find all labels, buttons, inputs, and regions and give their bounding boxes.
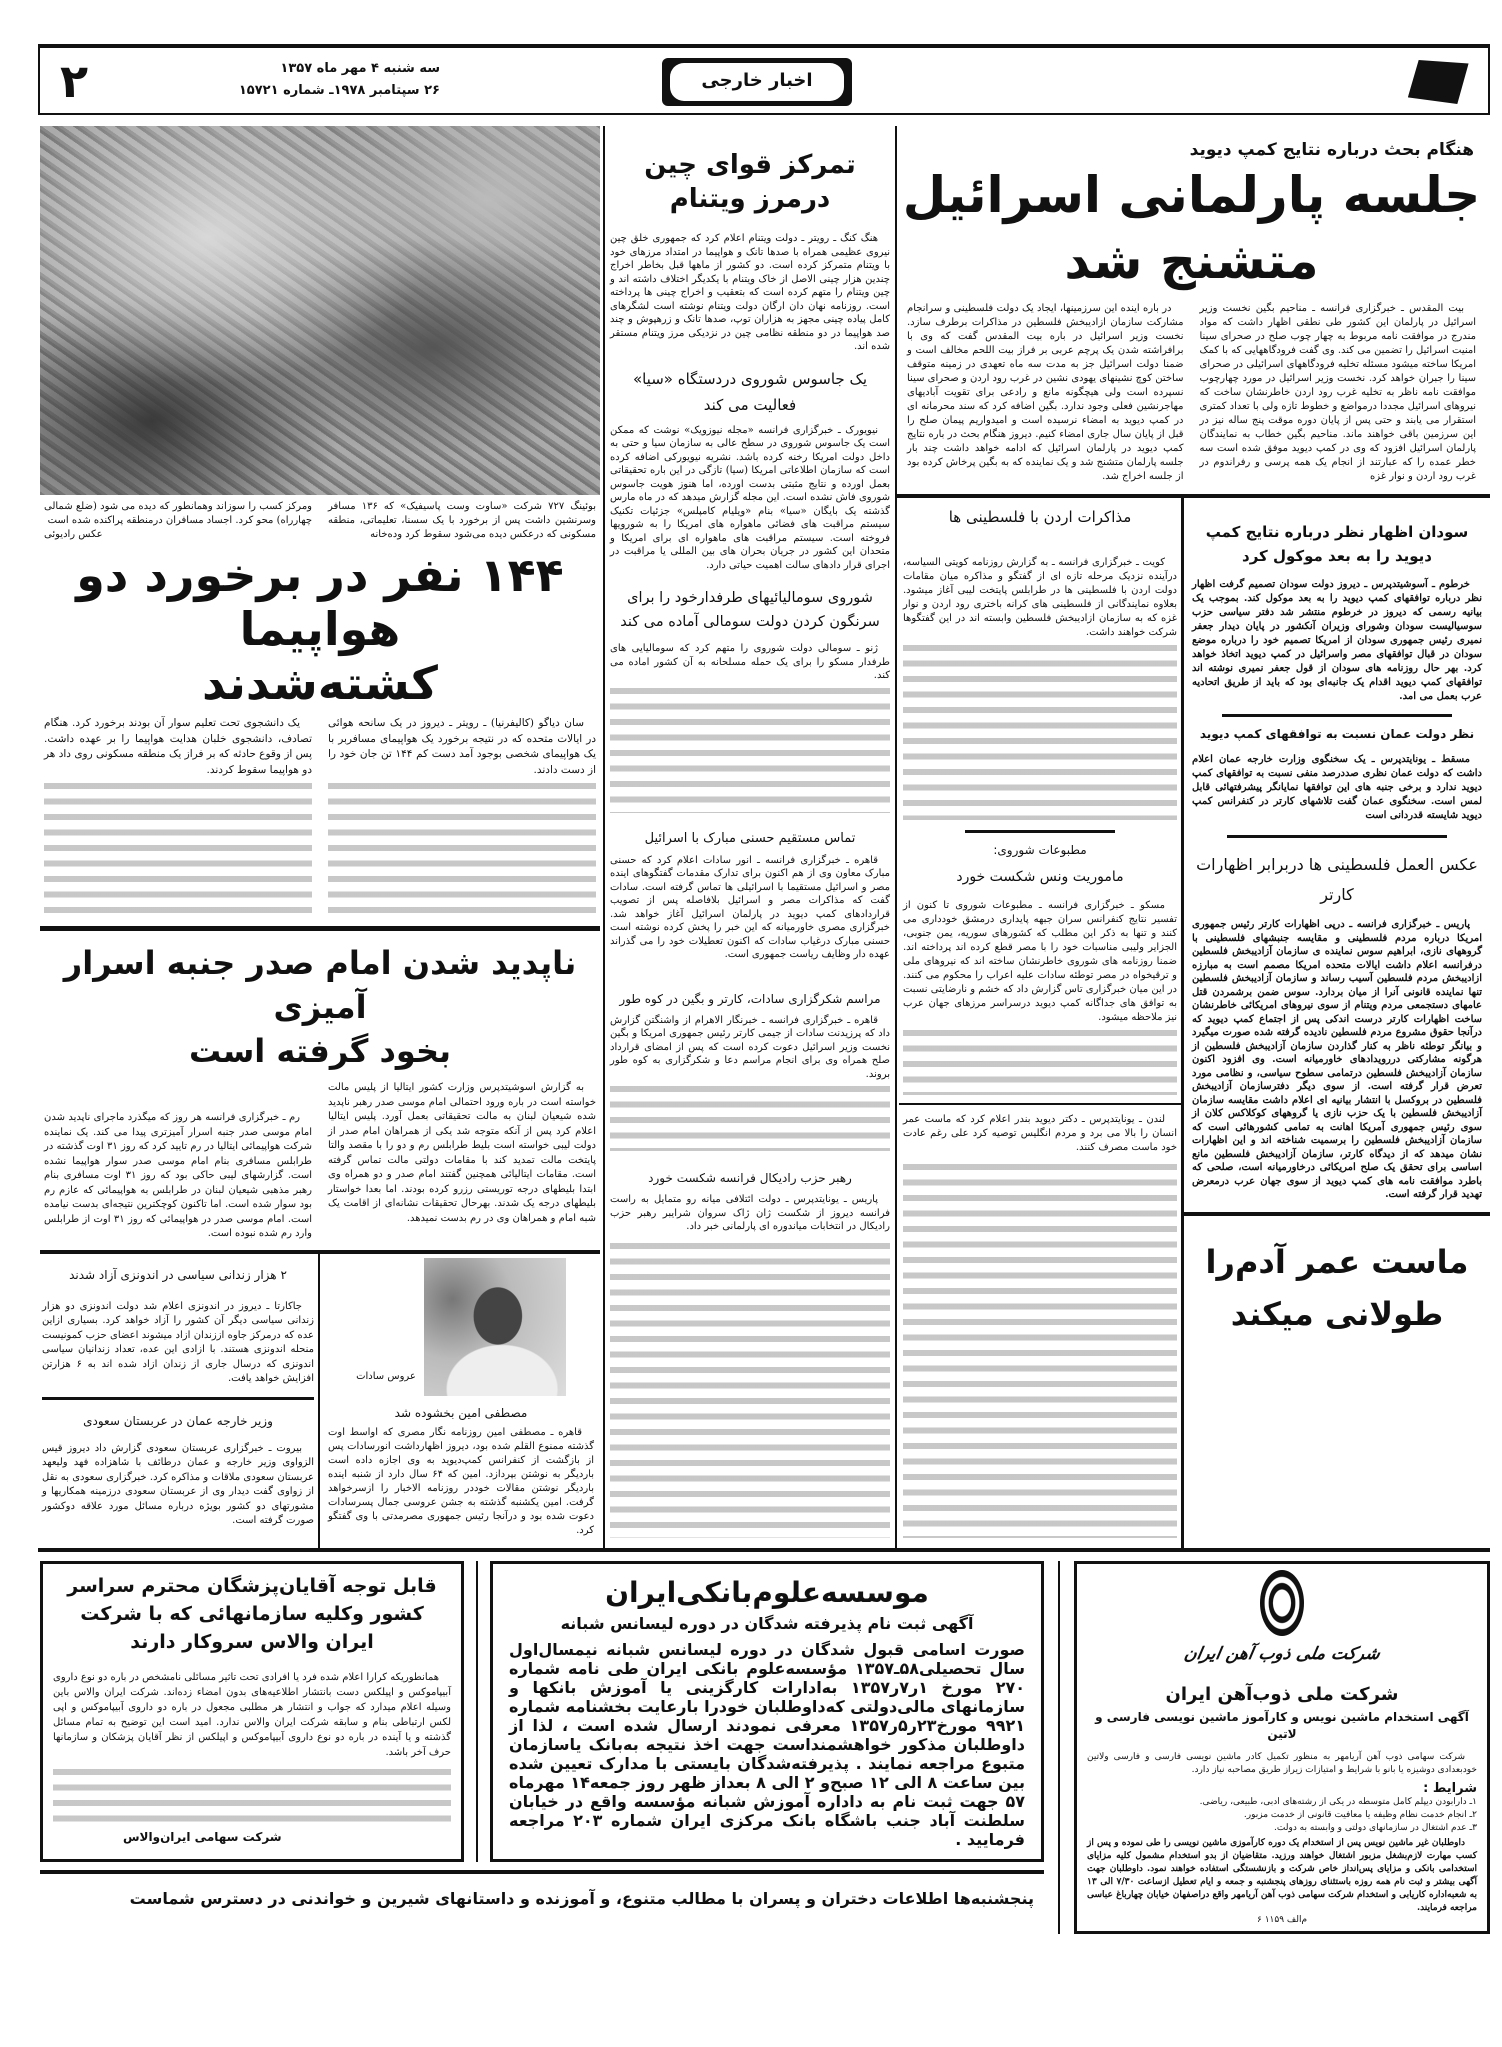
sadr-headline-line-1: ناپدید شدن امام صدر جنبه اسرار آمیزی	[63, 944, 577, 1026]
somalia-body: ژنو ـ سومالی دولت شوروی را متهم کرد که سومالیایی های طرفدار مسکو را برای یک حمله مسلحانه به آن کشور اماده می کند.	[610, 643, 890, 681]
ad-pharma-body: همانطوریکه کرارا اعلام شده فرد یا افرادی تحت تاثیر مسائلی نامشخص در باره دو نوع داروی آبیپاموکس و اپیلکس دست بانتشار اطلاعیه‌های بدون امضاء زده‌اند. شرکت ایران والاس باین وسیله اعلام میدارد که جواب و انتشار هر مطلبی مجعول در باره دو داروی آبیپاموکس و اپی لکس ارتباطی بنام و سابقه شرکت ایران والاس ندارد. امید است این توضیح به تمام مسائل گذشته و یا آینده در باره دو نوع داروی آبیپاموکس و اپیلکس از نظر آقایان پزشکان و سازمانها حرف آخر باشد.	[53, 1671, 451, 1758]
crash-headline	[40, 548, 600, 710]
sadr-body-2: رم ـ خبرگزاری فرانسه هر روز که میگذرد ماجرای ناپدید شدن امام موسی صدر جنبه اسرار آمیزتری پیدا می کند. یک نماینده شرکت هواپیمائی ایتالیا در رم تایید کرد که روز ۳۱ اوت گذشته در طرابلس مسافری بنام امام موسی صدر سوار هواپیما نشده است. گزارشهای لیبی حاکی بود که روز ۳۱ اوت مسافری بنام رهبر مذهبی شیعیان لبنان در طرابلس به هواپیمائی که عازم رم بود سوار شده است. اما تاکنون کوچکترین نتیجه‌ای بدست نیامده است. امام موسی صدر در هواپیمائی که روز ۳۱ اوت از طرابلس وارد رم شده نبوده است.	[44, 1112, 313, 1239]
ad-pharma-headline: قابل توجه آقایان‌پزشگان محترم سراسر کشور وکلیه سازمانهائی که با شرکت ایران والاس سروکار دارند	[67, 1574, 437, 1653]
oman-fm-headline: وزیر خارجه عمان در عربستان سعودی	[83, 1413, 273, 1428]
china-body: هنگ کنگ ـ رویتر ـ دولت ویتنام اعلام کرد که جمهوری خلق چین نیروی عظیمی همراه با صدها تانک و هواپیما در امتداد مرزهای خود با ویتنام متمرکز کرده است. دو کشور از ماهها قبل بخاطر اخراج چندین هزار چینی الاصل از خاک ویتنام با یکدیگر اختلاف داشته اند و چین ویتنام را متهم کرده است که بتعقیب و اخراج چینی ها پرداخته است. روزنامه نهان دان ارگان دولت ویتنام نوشته است لشگرهای کامل پیاده چینی مجهز به هزاران توپ، صدها تانک و زرهپوش و چند صد هواپیما در دو منطقه نظامی چین در نزدیکی مرز ویتنام مستقر شده اند.	[610, 233, 890, 352]
sudan-body: خرطوم ـ آسوشیتدپرس ـ دیروز دولت سودان تصمیم گرفت اظهار نظر درباره توافقهای کمپ دیوید را به بعد موکول کند. بموجب یک بیانیه رسمی که دیروز در خرطوم منتشر شد دفتر سیاسی حزب سوسیالیست سودان وشورای وزیران آنکشور در پایان دیدار جعفر نمیری رئیس جمهوری سودان از امریکا تصمیم خود را درباره موضع سودان در قبال توافقهای مصر واسرائیل در کمپ دیوید اتخاذ خواهد کرد. بهر حال روزنامه های سودان از قول جعفر نمیری نوشته اند توافقهای کمپ دیوید اقدام یک جانبه‌ای بود که باید از طریق اتحادیه عرب بعمل می امد.	[1192, 579, 1482, 702]
israel-article	[897, 126, 1490, 494]
palestinian-headline: عکس العمل فلسطینی ها دربرابر اظهارات کارتر	[1196, 855, 1478, 904]
steel-emblem	[1260, 1570, 1304, 1636]
crash-article	[40, 710, 600, 926]
israel-kicker: هنگام بحث درباره نتایج کمپ دیوید	[1189, 140, 1474, 160]
jordan-headline: مذاکرات اردن با فلسطینی ها	[948, 508, 1132, 526]
issue-date	[190, 58, 440, 102]
amin-article	[318, 1254, 600, 1548]
ad-steel-intro: شرکت سهامی ذوب آهن آریامهر به منظور تکمیل کادر ماشین نویسی فارسی و فارسی ولاتین خودبعدادی دوشیزه یا بانو با شرایط و امتیازات زیراز طریق مصاحبه نیاز دارد.	[1087, 1751, 1477, 1775]
yogurt-headline-line-2: طولانی میکند	[1230, 1294, 1444, 1333]
steel-logo-script: شرکت ملی ذوب آهن ایران	[1182, 1643, 1382, 1664]
oman-fm-article	[42, 1400, 314, 1529]
sadr-headline-line-2: بخود گرفته است	[188, 1032, 452, 1070]
ad-bank-title: موسسه‌علوم‌بانکی‌ایران	[605, 1575, 929, 1609]
indonesia-article	[42, 1254, 314, 1400]
masthead	[38, 44, 1490, 115]
crash-aerial-photo	[40, 126, 600, 495]
page-number: ۲	[60, 54, 89, 108]
ad-steel-ref: م‌الف ۱۱۵۹ ۶	[1256, 1914, 1308, 1925]
column-3	[897, 498, 1181, 1548]
indonesia-headline: ۲ هزار زندانی سیاسی در اندونزی آزاد شدند	[69, 1267, 287, 1282]
indonesia-body: جاکارتا ـ دیروز در اندونزی اعلام شد دولت اندونزی دو هزار زندانی سیاسی دیگر آن کشور را آزاد خواهد کرد. بسیاری ازاین عده که درمرکز جاوه اززندان ازاد میشوند اعضای حزب کمونیست منحله اندونزی هستند. با ازادی این عده، تعداد زندانیان سیاسی اندونزی که درسال جاری از زندان ازاد شده اند به ۶ هزارتن افزایش خواهد یافت.	[42, 1300, 314, 1384]
date-persian: سه شنبه ۴ مهر ماه ۱۳۵۷	[280, 61, 440, 76]
oman-body: مسقط ـ یونایتدپرس ـ یک سخنگوی وزارت خارجه عمان اعلام داشت که دولت عمان نظری صددرصد منفی نسبت به توافقهای کمپ دیوید ندارد و برخی جنبه های این توافقها نمایانگر پیشرفتهائی قابل لمس است. سخنگوی عمان گفت تلاشهای کارتر در کنفرانس کمپ دیوید شایسته قدردانی است	[1192, 754, 1482, 821]
jordan-body: کویت ـ خبرگزاری فرانسه ـ به گزارش روزنامه کویتی السیاسه، درآینده نزدیک مرحله تازه ای از گفتگو و مذاکره میان مقامات دولت اردن با فلسطینی ها در طرابلس پایتخت لیبی آغاز میشود. بعلاوه نمایندگانی از فلسطینی های کرانه باختری رود اردن و نوار غزه که به سازمان ازادیبخش فلسطین وابسته اند در این گفتگوها شرکت خواهند داشت.	[903, 557, 1177, 638]
left-block	[38, 126, 603, 1548]
ad-bank-body: صورت اسامی قبول شدگان در دوره لیسانس شبانه نیمسال‌اول سال تحصیلی۵۸ـ۱۳۵۷ مؤسسه‌علوم بانکی ایران طی نامه شماره ۲۷۰ مورخ ۱ر۷ر۱۳۵۷ به‌ادارات کارگزینی یا آموزش بانکها و سازمانهای مالی‌دولتی که‌داوطلبان خودرا بارعایت بخشنامه شماره ۹۹۲۱ مورخ۲۳ر۵ر۱۳۵۷ معرفی نمودند ارسال شده است ، لذا از داوطلبان مذکور خواهشمنداست جهت اخذ نتیجه به‌بانک یاسازمان متبوع مراجعه نمایند . پذیرفته‌شدگان بایستی با مدارک تعیین شده بین ساعت ۸ الی ۱۲ صبح‌و ۲ الی ۸ بعداز ظهر روز جمعه۱۴ مهرماه ۵۷ جهت ثبت نام به داداره آموزش شبانه مؤسسه واقع در خیابان سلطنت آباد جنب باشگاه بانک مرکزی ایران شماره ۲۰۳ مراجعه فرمایید .	[509, 1639, 1026, 1849]
bride-photo-caption: عروس سادات	[356, 1370, 416, 1382]
column-4-box	[1184, 498, 1490, 1216]
section-label-box	[662, 58, 852, 106]
column-4	[1181, 498, 1490, 1548]
section-label: اخبار خارجی	[670, 63, 844, 101]
ad-steel-conditions-label: شرایط :	[1423, 1780, 1477, 1796]
amin-body: قاهره ـ مصطفی امین روزنامه نگار مصری که اواسط اوت گذشته ممنوع القلم شده بود، دیروز اظهارداشت انورسادات پس از بازگشت از کنفرانس کمپ‌دیوید به وی اجازه داده است باردیگر به نوشتن بپردازد. امین که ۶۴ سال دارد از شنبه اینده باردیگر نوشتن مقالات خوددر روزنامه الاخبار را ازسرخواهد گرفت. امین یکشنبه گذشته به جشن عروسی جمال پسرسادات دعوت شده بود و درآنجا رئیس جمهوری مصرمدتی با وی گفتگو کرد.	[328, 1426, 594, 1536]
section-divider	[40, 926, 600, 931]
caption-part-2: ومرکز کسب را سوزاند وهمانطور که دیده می شود (ضلع شمالی چهارراه) محو کرد. اجساد مسافران درمنطقه پراکنده شده است	[44, 501, 312, 526]
thursday-banner: پنجشنبه‌ها اطلاعات دختران و پسران با مطالب متنوع، و آموزنده و داستانهای شیرین و خواندنی در دسترس شماست	[129, 1888, 1034, 1908]
bride-photo	[424, 1258, 566, 1396]
vance-body: مسکو ـ خبرگزاری فرانسه ـ مطبوعات شوروی تا کنون از تفسیر نتایج کنفرانس سران جبهه پایداری درمشق خودداری می کنند و تنها به ذکر این مطلب که کشورهای سوریه، یمن جنوبی، الجزایر ولیبی مناسبات خود را با مصر قطع کرده اند پرداخته اند. ضمنا روزنامه های شوروی خاطرنشان ساخته اند که نیروهای ملی و ترقیخواه در مصر توطئه سادات علیه اعراب را محکوم می کنند. در این میان خبرگزاری تاس گزارش داد که خشم و نارضایتی نسبت به توافق های جداگانه کمپ دیوید درسراسر مرزهای جهان عرب نیز ملاحظه میشود.	[902, 900, 1177, 1023]
newspaper-logo	[1407, 60, 1469, 104]
sadr-headline	[40, 941, 600, 1073]
palestinian-body: پاریس ـ خبرگزاری فرانسه ـ درپی اظهارات کارتر رئیس جمهوری امریکا درباره مردم فلسطینی و مقایسه جنبشهای فلسطینی با گروههای نازی، ابراهیم سوس نماینده ی سازمان آزادیبخش فلسطین درفرانسه اعلام داشت ایالات متحده امریکا مصمم است به مبارزه ازادیبخش مردم فلسطین آسیب رساند و سازمان آزادیبخش فلسطین تنها نماینده قانونی آنرا از میان بردارد. سوس ضمن برشمردن قتل عامهای دستجمعی مردم ویتنام از سوی نیروهای امریکائی خاطرنشان ساخت اظهارات کارتر درست اندکی پس از اجتماع کمپ دیوید که درآنجا حقوق مشروع مردم فلسطین نادیده گرفته شده صورت میگیرد و بیانگر توطئه ناظر به کنار گذاردن سازمان آزادیبخش فلسطین از هرگونه مشارکتی دررویدادهای خاورمیانه است. وی افزود اکنون سازمان آزادیبخش فلسطین درتمامی سطوح سیاسی، و نظامی مورد تعرض قرار گرفته است. از سوی دیگر دفترسازمان آزادیبخش فلسطین در بروکسل با انتشار بیانیه ای اعلام داشت مقایسه سازمان آزادیبخش فلسطین با یک حزب نازی یا گروههای کوکلاکس کلان از سوی رئیس جمهوری آمریکا اهانت به تمامی کشورهائی است که سازمان آزادیبخش فلسطین را برسمیت شناخته اند و این اظهارات نشان میدهد که از دیدگاه کارتر، سازمان آزادیبخش فلسطین مانع اساسی برای تحقق یک صلح امریکائی درخاورمیانه است، صلحی که باطرد موافقت نامه های کمپ دیوید از سوی جهان عرب درمعرض تهدید قرار گرفته است.	[1192, 919, 1482, 1200]
ceremony-headline: مراسم شکرگزاری سادات، کارتر و بگین در کوه طور	[619, 991, 881, 1006]
ceremony-body: قاهره ـ خبرگزاری فرانسه ـ خبرنگار الاهرام از واشنگتن گزارش داد که پرزیدنت سادات از جیمی کارتر رئیس جمهوری امریکا و بگین نخست وزیر اسرائیل دعوت کرده است که پس از امضای قرارداد صلح همراه وی برای انجام مراسم دعا و شکرگزاری به کوه طور بروند.	[610, 1014, 890, 1080]
yogurt-body: لندن ـ یونایتدپرس ـ دکتر دیوید بندر اعلام کرد که ماست عمر انسان را بالا می برد و مردم انگلیس توصیه کرد علی رغم عادت خود ماست مصرف کنند.	[903, 1114, 1177, 1153]
ad-iran-wallace	[40, 1561, 464, 1862]
mubarak-headline: تماس مستقیم حسنی مبارک با اسرائیل	[644, 830, 856, 846]
column-2	[603, 126, 897, 1548]
crash-body-2: یک دانشجوی تحت تعلیم سوار آن بودند برخورد کرد. هنگام تصادف، دانشجوی خلبان هدایت هواپیما را بر عهده داشت. پس از وقوع حادثه که بر فراز یک منطقه مسکونی روی داد هر دو هواپیما سقوط کردند.	[44, 717, 312, 776]
spy-headline: یک جاسوس شوروی دردستگاه «سیا» فعالیت می کند	[632, 369, 868, 414]
condition-item: ۳ـ عدم اشتغال در سازمانهای دولتی و وابسته به دولت.	[1274, 1822, 1477, 1833]
photo-caption	[40, 495, 600, 542]
ads-area	[38, 1552, 1490, 1934]
oman-fm-body: بیروت ـ خبرگزاری عربستان سعودی گزارش داد دیروز قیس الزواوی وزیر خارجه و عمان درطائف با شاهزاده فهد ولیعهد عربستان سعودی ملاقات و مذاکره کرد. خبرگزاری سعودی به نقل از زواوی گفت دیدار وی از عربستان سعودی درزمینه همکاریها و مشورتهای دو کشور بویژه درباره مسائل مورد علاقه دوکشور صورت گرفته است.	[42, 1442, 314, 1526]
yogurt-headline-line-1: ماست عمر آدم‌را	[1205, 1242, 1469, 1281]
israel-body-2: در باره اینده این سرزمینها، ایجاد یک دولت فلسطینی و سرانجام مشارکت سازمان ازادیبخش فلسطین در مذاکرات برطرف سازد. نخست وزیر اسرائیل در باره بیت المقدس گفت که وی با برافراشته شدن یک پرچم عربی بر فراز بیت اللحم مخالف است و ضمنا دولت اسرائیل جز به مدت سه ماه تعهدی در زمینه متوقف ساختن کوچ نشینهای یهودی نشین در غرب رود اردن و صحرای سینا نسپرده است ولی هیچگونه مانع و رادعی برای تقویت آبادیهای مهاجرنشین فعلی وجود ندارد. بگین اضافه کرد که سند محرمانه ای در کمپ دیوید به امضاء نرسیده است و امیدواریم پیمان صلح را قبل از پایان سال جاری امضاء کنیم. دیروز هنگام بحث در باره نتایج کمپ دیوید در پارلمان اسرائیل که ادامه خواهد داشت چند بار جلسه پارلمان متشنج شد و یک نماینده که به بگین پرخاش کرده بود از جلسه اخراج شد.	[907, 303, 1184, 482]
vance-kicker: مطبوعات شوروی:	[993, 843, 1087, 857]
crash-body-1: سان دیاگو (کالیفرنیا) ـ رویتر ـ دیروز در یک سانحه هوائی در ایالات متحده که در نتیجه برخورد یک هواپیمای مسافربر با یک هواپیمای شخصی بوجود آمد دست کم ۱۴۴ تن جان خود را از دست دادند.	[328, 717, 596, 776]
sadr-article	[40, 1081, 600, 1250]
sadr-body-1: به گزارش اسوشیتدپرس وزارت کشور ایتالیا از پلیس مالت خواسته است در باره ورود احتمالی امام موسی صدر رهبر ناپدید شده شیعیان لبنان به مالت تحقیقاتی بعمل آورد. پلیس ایتالیا اعلام کرد پس از آنکه متوجه شد یکی از همراهان امام صدر از دولت لیبی خواسته است بلیط طرابلس رم و دو را با مقصد والتا پایتخت مالت تمدید کند با مقامات دولتی مالت تماس گرفته است. مقامات ایتالیائی همچنین گفتند امام صدر و دو همراه وی ابتدا بلیطهای درجه توریستی رزرو کرده بودند. اما بعدا خواستار بلیطهای درجه یک شدند. بهرحال تحقیقات نشانه‌ای از اقامت یک شبه امام و همراهان وی در رم بدست نمیدهد.	[328, 1082, 596, 1224]
right-block	[897, 126, 1490, 1548]
condition-item: ۲ـ انجام خدمت نظام وظیفه یا معافیت قانونی از خدمت مزبور.	[1243, 1809, 1477, 1820]
ad-steel-subtitle: آگهی استخدام ماشین نویس و کارآموز ماشین نویسی فارسی و لاتین	[1095, 1709, 1469, 1741]
israel-headline-line-2: متشنج شد	[1064, 232, 1319, 290]
vance-headline: ماموریت ونس شکست خورد	[956, 869, 1124, 885]
oman-headline: نظر دولت عمان نسبت به توافقهای کمپ دیوید	[1199, 727, 1475, 741]
ad-steel-company	[1074, 1561, 1490, 1934]
ad-steel-title: شرکت ملی ذوب‌آهن ایران	[1165, 1683, 1399, 1705]
caption-part-1: بوئینگ ۷۲۷ شرکت «ساوت وست پاسیفیک» که ۱۳۶ مسافر وسرنشین داشت پس از برخورد با یک سسنا، تعلیماتی، منطقه مسکونی که درعکس دیده می‌شود سقوط کرد وده‌خانه	[328, 501, 596, 540]
israel-headline-line-1: جلسه پارلمانی اسرائیل	[902, 166, 1481, 224]
radical-headline: رهبر حزب رادیکال فرانسه شکست خورد	[648, 1171, 852, 1185]
ad-pharma-signature: شرکت سهامی ایران‌والاس	[123, 1829, 282, 1844]
radical-body: پاریس ـ یونایتدپرس ـ دولت ائتلافی میانه رو متمایل به راست فرانسه دیروز از شکست ژان ژاک سروان شرایبر رهبر حزب رادیکال در انتخابات میاندوره ای پارلمانی خبر داد.	[610, 1194, 890, 1232]
somalia-headline: شوروی سومالیائیهای طرفدارخود را برای سرنگون کردن دولت سومالی آماده می کند	[620, 590, 880, 630]
sudan-headline: سودان اظهار نظر درباره نتایج کمپ دیوید را به بعد موکول کرد	[1205, 523, 1469, 565]
photo-credit: عکس رادیوئی	[44, 529, 103, 540]
china-headline: تمرکز قوای چین درمرز ویتنام	[644, 150, 856, 214]
ad-bank-subtitle: آگهی ثبت نام پذیرفته شدگان در دوره لیسانس شبانه	[560, 1613, 974, 1633]
yogurt-headline	[1184, 1216, 1490, 1360]
israel-headline	[897, 162, 1486, 294]
mubarak-body: قاهره ـ خبرگزاری فرانسه ـ انور سادات اعلام کرد که حسنی مبارک معاون وی از هم اکنون برای تدارک مقدمات گفتگوهای اینده مصر و اسرائیل مستقیما با اسرائیلی ها تماس گرفته است. سادات گفت که مذاکرات مصر و اسرائیل بلافاصله پس از تصویب قراردادهای کمپ دیوید در پارلمان اسرائیل آغاز خواهد شد. خبرگزاری مصری خاورمیانه که این خبر را پخش کرده نوشته است حسنی مبارک درغیاب سادات که اکنون تعطیلات خود را می گذراند عهده دار وظایف ریاست جمهوری است.	[610, 854, 890, 960]
spy-body: نیویورک ـ خبرگزاری فرانسه «مجله نیوزویک» نوشت که ممکن است یک جاسوس شوروی در سطح عالی به سازمان سیا و حتی به داخل دولت امریکا رخنه کرده باشد. نشریه نیویورکی اضافه کرده است که سازمان اطلاعاتی امریکا (سیا) تازگی در این باره تحقیقاتی بعمل اورده و نتایج مثبتی بدست اورده، اما هنوز هویت جاسوس شوروی فاش نشده است. این مجله گزارش میدهد که در ماه مارس گذشته یک بایگان «سیا» بنام «ویلیام کامپلس» جزئیات تکنیک سیستم مراقبت های فضائی ماهواره های امریکا را به شورویها فروخته است. سیستم مراقبت های ماهواره ای برای امریکا و متحدان این کشور در جریان بحران های بین المللی یا مراقبت در اجرای قرار دادهای سالت اهمیت حیاتی دارد.	[610, 424, 890, 571]
condition-item: ۱ـ دارابودن دیپلم کامل متوسطه در یکی از رشته‌های ادبی، طبیعی، ریاضی.	[1199, 1796, 1477, 1807]
ad-steel-body: داوطلبان غیر ماشین نویس پس از استخدام یک دوره کارآموزی ماشین نویسی را طی نموده و پس از کسب مهارت لازم‌بشغل مزبور اشتغال خواهند ورزید. متقاضیان از بدو استخدام مشمول کلیه مزایای استخدامی بانکی و مزایای پس‌انداز خاص شرکت و بازنشستگی استفاده خواهند نمود. داوطلبان جهت آگهی بیشتر و ثبت نام همه روزه باستثنای روزهای پنجشنبه و جمعه و ایام تعطیل ازساعت ۷/۳۰ الی ۱۳ به شعبه‌اداره کاریابی و استخدام شرکت سهامی ذوب آهن آریامهر واقع دراصفهان خیابان چهارباغ عباسی مراجعه فرمایند.	[1087, 1837, 1477, 1913]
date-gregorian-issue: ۲۶ سپتامبر ۱۹۷۸ـ شماره ۱۵۷۲۱	[238, 83, 440, 98]
crash-headline-line-1: ۱۴۴ نفر در برخورد دو هواپیما	[76, 548, 564, 656]
column-rule	[476, 1561, 478, 1862]
crash-headline-line-2: کشته‌شدند	[202, 656, 438, 710]
israel-body-1: بیت المقدس ـ خبرگزاری فرانسه ـ مناحیم بگین نخست وزیر اسرائیل در پارلمان این کشور طی نطقی اظهار داشت که مواد مندرج در موافقت نامه مربوط به چهار چوب صلح در صحرای سینا امنیت اسرائیل را تضمین می کند. وی گفت فرودگاههایی که با کمک امریکا ساخته میشود مسئله تخلیه فرودگاههای اسرائیلی در صحرای سینا را جبران خواهد کرد. نخست وزیر اسرائیل در مورد چهارچوب موافقت نامه ناظر به تخلیه غرب رود اردن خاطرنشان ساخت که نیروهای اسرائیل مجددا درمواضع و خطوط تازه ولی با تعداد کمتری استقرار می یابند و حتی پس از پایان دوره موقت پنج ساله نیز در این سرزمین باقی خواهند ماند. مناحیم بگین خطاب به نمایندگان پارلمان اسرائیل افزود که وی در کمپ دیوید موفق شده است سه خطر عمده را که عبارتند از انجام یک همه پرسی و رفراندوم در غرب رود اردن و نوار غزه	[1199, 303, 1476, 482]
news-area	[38, 126, 1490, 1552]
amin-headline: مصطفی امین بخشوده شد	[394, 1405, 528, 1420]
ad-bank-institute	[490, 1561, 1044, 1862]
column-rule	[1058, 1561, 1060, 1934]
